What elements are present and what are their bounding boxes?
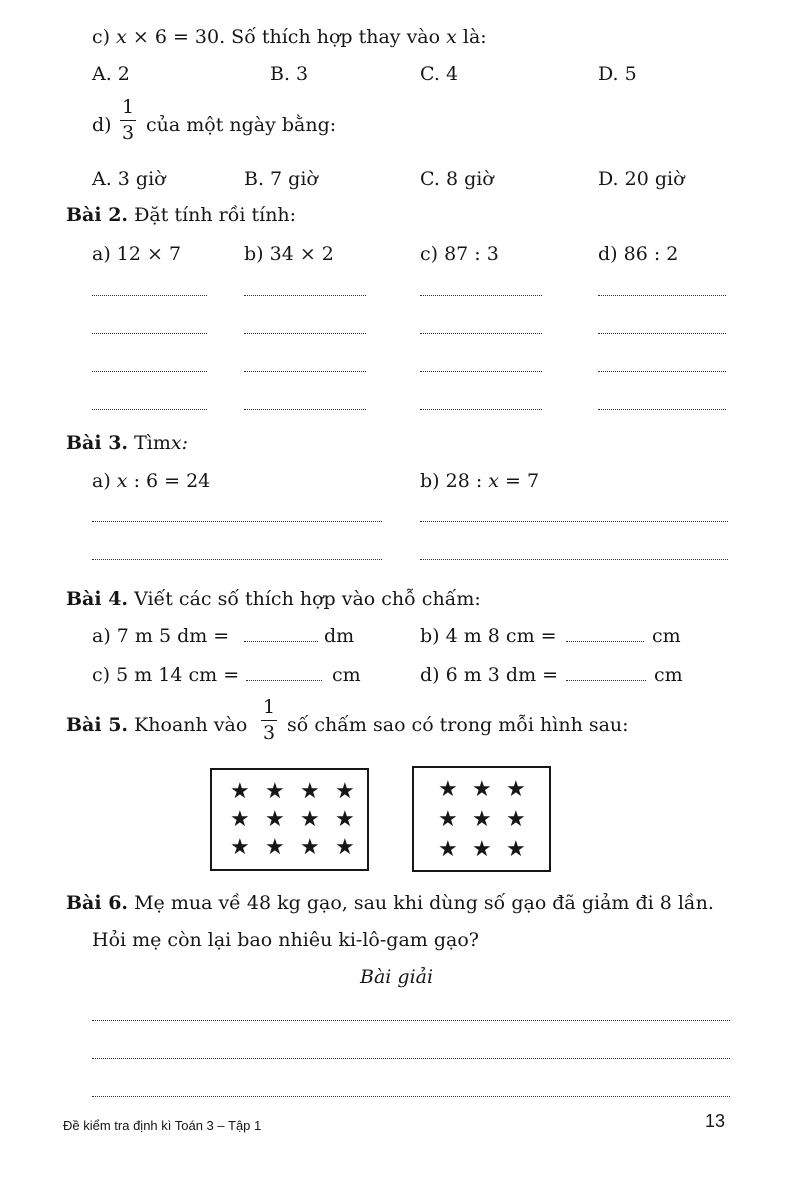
page-number: 13 [705, 1111, 726, 1131]
star-icon[interactable]: ★ [300, 779, 320, 804]
bai2-item-d: d) 86 : 2 [598, 243, 679, 265]
bai2-answer-line[interactable] [420, 333, 542, 334]
bai5-numerator: 1 [262, 696, 276, 718]
bai4-item-c: c) 5 m 14 cm = [92, 664, 240, 686]
bai2-answer-line[interactable] [244, 295, 366, 296]
bai2-title: Bài 2. [66, 204, 129, 226]
star-icon[interactable]: ★ [335, 807, 355, 832]
bai2-answer-line[interactable] [244, 333, 366, 334]
bai5-fraction [261, 698, 277, 743]
bai4-heading [66, 590, 481, 609]
bai3-item-b [420, 472, 539, 491]
bai6-text1: Mẹ mua về 48 kg gạo, sau khi dùng số gạo đã giảm đi 8 lần. [134, 892, 714, 914]
bai3-heading [66, 434, 188, 453]
star-icon[interactable]: ★ [438, 837, 458, 862]
bai4-item-a: a) 7 m 5 dm = [92, 625, 230, 647]
star-icon[interactable]: ★ [335, 835, 355, 860]
star-icon[interactable]: ★ [230, 779, 250, 804]
star-icon[interactable]: ★ [265, 779, 285, 804]
bai4-unit-b: cm [652, 625, 681, 647]
bai3-a-expr: : 6 = 24 [133, 470, 211, 492]
q1c-var2: x [446, 26, 457, 48]
q1d-option-d[interactable]: D. 20 giờ [598, 168, 685, 190]
bai4-title: Bài 4. [66, 588, 129, 610]
bai4-unit-c: cm [332, 664, 361, 686]
star-icon[interactable]: ★ [438, 807, 458, 832]
bai6-answer-line[interactable] [92, 1020, 730, 1021]
star-icon[interactable]: ★ [265, 807, 285, 832]
bai3-a-var: x [116, 470, 128, 492]
bai3-answer-line[interactable] [92, 559, 382, 560]
bai2-answer-line[interactable] [598, 333, 726, 334]
bai5-heading-start [66, 716, 247, 735]
star-icon[interactable]: ★ [300, 835, 320, 860]
star-icon[interactable]: ★ [472, 777, 492, 802]
bai3-var: x: [170, 432, 188, 454]
star-icon[interactable]: ★ [438, 777, 458, 802]
star-icon[interactable]: ★ [472, 837, 492, 862]
bai2-answer-line[interactable] [92, 409, 207, 410]
bai2-answer-line[interactable] [598, 409, 726, 410]
bai2-item-c: c) 87 : 3 [420, 243, 499, 265]
star-icon[interactable]: ★ [335, 779, 355, 804]
bai4-item-b: b) 4 m 8 cm = [420, 625, 557, 647]
bai2-answer-line[interactable] [598, 371, 726, 372]
solution-heading: Bài giải [360, 966, 434, 988]
bai2-answer-line[interactable] [244, 409, 366, 410]
bai3-a-label: a) [92, 470, 111, 492]
bai2-answer-line[interactable] [244, 371, 366, 372]
bai2-answer-line[interactable] [420, 409, 542, 410]
q1c-var: x [116, 26, 127, 48]
bai6-answer-line[interactable] [92, 1096, 730, 1097]
q1c-option-d[interactable]: D. 5 [598, 63, 637, 85]
footer-title: Đề kiểm tra định kì Toán 3 – Tập 1 [63, 1118, 262, 1133]
bai3-text: Tìm [134, 432, 171, 454]
bai2-answer-line[interactable] [92, 295, 207, 296]
bai4-unit-d: cm [654, 664, 683, 686]
star-icon[interactable]: ★ [506, 807, 526, 832]
bai2-answer-line[interactable] [598, 295, 726, 296]
q1d-option-c[interactable]: C. 8 giờ [420, 168, 494, 190]
bai4-item-d: d) 6 m 3 dm = [420, 664, 559, 686]
bai2-answer-line[interactable] [420, 371, 542, 372]
q1c-line [92, 28, 487, 47]
q1d-fraction [120, 98, 136, 143]
bai4-blank-b[interactable] [566, 641, 644, 642]
q1d-label: d) [92, 114, 112, 136]
q1c-option-a[interactable]: A. 2 [92, 63, 130, 85]
bai3-b-var: x [488, 470, 499, 492]
bai2-item-a: a) 12 × 7 [92, 243, 182, 265]
star-figure-2[interactable] [412, 766, 551, 872]
bai6-answer-line[interactable] [92, 1058, 730, 1059]
bai4-blank-d[interactable] [566, 680, 646, 681]
bai2-text: Đặt tính rồi tính: [134, 204, 297, 226]
bai2-answer-line[interactable] [92, 333, 207, 334]
star-icon[interactable]: ★ [300, 807, 320, 832]
bai3-title: Bài 3. [66, 432, 129, 454]
bai5-denominator: 3 [262, 722, 276, 744]
q1c-tail: là: [462, 26, 487, 48]
q1d-numerator: 1 [121, 96, 135, 118]
star-icon[interactable]: ★ [506, 837, 526, 862]
bai2-item-b: b) 34 × 2 [244, 243, 334, 265]
bai3-item-a [92, 472, 210, 491]
bai2-answer-line[interactable] [92, 371, 207, 372]
bai6-title: Bài 6. [66, 892, 129, 914]
q1d-text: của một ngày bằng: [146, 114, 337, 136]
bai3-b-tail: = 7 [505, 470, 540, 492]
bai2-heading [66, 206, 296, 225]
star-figure-1[interactable] [210, 768, 369, 871]
bai3-answer-line[interactable] [420, 559, 728, 560]
bai6-line2: Hỏi mẹ còn lại bao nhiêu ki-lô-gam gạo? [92, 929, 479, 951]
q1c-label: c) [92, 26, 111, 48]
q1c-expr: × 6 = 30. Số thích hợp thay vào [132, 26, 441, 48]
q1c-option-c[interactable]: C. 4 [420, 63, 459, 85]
bai3-answer-line[interactable] [420, 521, 728, 522]
star-icon[interactable]: ★ [506, 777, 526, 802]
bai3-answer-line[interactable] [92, 521, 382, 522]
star-icon[interactable]: ★ [265, 835, 285, 860]
star-icon[interactable]: ★ [472, 807, 492, 832]
bai5-text1: Khoanh vào [134, 714, 248, 736]
bai4-unit-a: dm [324, 625, 355, 647]
bai4-blank-c[interactable] [246, 680, 322, 681]
bai3-b-expr: b) 28 : [420, 470, 483, 492]
bai4-text: Viết các số thích hợp vào chỗ chấm: [134, 588, 481, 610]
q1d-option-b[interactable]: B. 7 giờ [244, 168, 318, 190]
q1d-option-a[interactable]: A. 3 giờ [92, 168, 166, 190]
bai4-blank-a[interactable] [244, 641, 318, 642]
q1c-option-b[interactable]: B. 3 [270, 63, 309, 85]
bai2-answer-line[interactable] [420, 295, 542, 296]
star-icon[interactable]: ★ [230, 835, 250, 860]
bai6-line1 [66, 894, 714, 913]
bai5-title: Bài 5. [66, 714, 129, 736]
star-icon[interactable]: ★ [230, 807, 250, 832]
q1d-denominator: 3 [121, 122, 135, 144]
bai5-text2: số chấm sao có trong mỗi hình sau: [287, 714, 629, 736]
